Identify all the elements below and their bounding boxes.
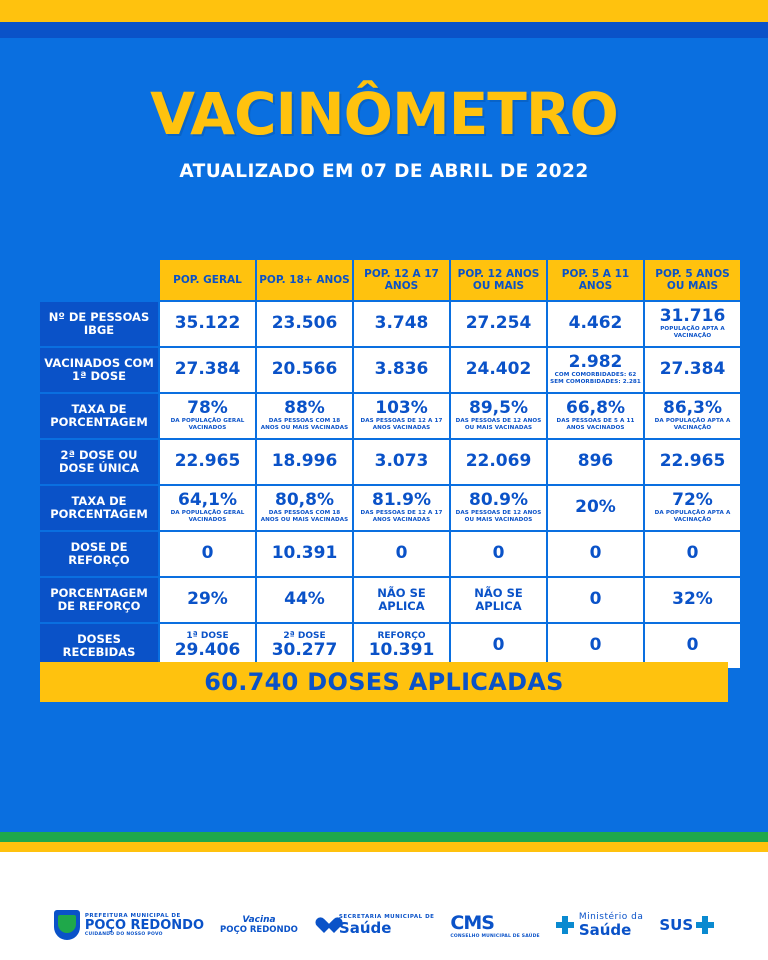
- cell-value: 0: [686, 543, 699, 564]
- table-cell: [451, 440, 546, 484]
- cell-value: 0: [589, 543, 602, 564]
- heart-icon: [314, 916, 334, 934]
- logo-prefeitura-line2: POÇO REDONDO: [84, 918, 204, 934]
- table-header-row: [40, 260, 740, 300]
- logo-prefeitura-line3: CUIDANDO DO NOSSO POVO: [84, 932, 163, 938]
- coat-of-arms-icon: [54, 910, 80, 940]
- yellow-band: [0, 842, 768, 852]
- cell-prefix: 1ª DOSE: [186, 631, 229, 642]
- footer-logos: [0, 910, 768, 940]
- table-cell: [451, 394, 546, 438]
- cell-value: 0: [201, 543, 214, 564]
- logo-prefeitura-line1: PREFEITURA MUNICIPAL DE: [84, 912, 181, 919]
- cell-value: 0: [395, 543, 408, 564]
- row-header: TAXA DE PORCENTAGEM: [40, 486, 158, 530]
- cell-value: 0: [589, 589, 602, 610]
- logo-secretaria-line1: SECRETARIA MUNICIPAL DE: [338, 914, 435, 921]
- table-cell: [160, 302, 255, 346]
- cell-value: 66,8%: [566, 397, 625, 418]
- table-cell: [160, 348, 255, 392]
- cell-value: 3.836: [374, 359, 429, 380]
- table-cell: [257, 532, 352, 576]
- logo-vacina-line1: Vacina: [242, 915, 276, 925]
- cell-value: 31.716: [659, 305, 726, 326]
- cell-value: 10.391: [368, 640, 435, 661]
- logo-cms: [450, 912, 539, 939]
- logo-secretaria-line2: Saúde: [338, 918, 392, 937]
- cell-note: DA POPULAÇÃO APTA A VACINAÇÃO: [654, 510, 731, 524]
- table-cell: [160, 394, 255, 438]
- vaccination-table: [38, 258, 742, 670]
- table-cell: [645, 394, 740, 438]
- cell-value: 80,8%: [275, 489, 334, 510]
- vaccination-table-container: [38, 258, 730, 670]
- page-title: VACINÔMETRO: [150, 80, 618, 148]
- cell-value: 27.254: [465, 313, 532, 334]
- cell-value: 27.384: [659, 359, 726, 380]
- logo-vacina-line2: POÇO REDONDO: [220, 925, 298, 935]
- row-header: PORCENTAGEM DE REFORÇO: [40, 578, 158, 622]
- cell-value: 88%: [284, 397, 325, 418]
- table-cell: [257, 486, 352, 530]
- cell-value: 18.996: [271, 451, 338, 472]
- table-cell: [548, 348, 643, 392]
- table-header: [40, 260, 740, 300]
- table-cell: [354, 578, 449, 622]
- cell-value: 32%: [672, 589, 713, 610]
- row-header: VACINADOS COM 1ª DOSE: [40, 348, 158, 392]
- footer-background: [0, 852, 768, 960]
- logo-cms-line2: CONSELHO MUNICIPAL DE SAÚDE: [450, 933, 540, 939]
- table-cell: [354, 486, 449, 530]
- cell-value: 896: [577, 451, 614, 472]
- cell-value: 0: [492, 543, 505, 564]
- table-cell: [451, 532, 546, 576]
- top-yellow-band: [0, 0, 768, 22]
- table-cell: [160, 486, 255, 530]
- cell-note: DA POPULAÇÃO GERAL VACINADOS: [170, 510, 245, 524]
- row-header: Nº DE PESSOAS IBGE: [40, 302, 158, 346]
- table-cell: [451, 302, 546, 346]
- logo-cms-line1: CMS: [450, 911, 494, 934]
- cell-value: 29.406: [174, 640, 241, 661]
- table-body: [40, 302, 740, 668]
- table-cell: [257, 394, 352, 438]
- cell-value: 64,1%: [178, 489, 237, 510]
- logo-vacina-poco-redondo: [220, 915, 298, 935]
- table-row: [40, 578, 740, 622]
- logo-sus-text: SUS: [659, 916, 694, 934]
- table-cell: [548, 486, 643, 530]
- cell-value: NÃO SE APLICA: [377, 585, 426, 613]
- cell-value: 22.069: [465, 451, 532, 472]
- column-header-pop-12a17: POP. 12 A 17 ANOS: [354, 260, 449, 300]
- top-blue-band: [0, 22, 768, 38]
- table-cell: [257, 578, 352, 622]
- table-cell: [645, 578, 740, 622]
- table-cell: [645, 486, 740, 530]
- cell-value: 30.277: [271, 640, 338, 661]
- cell-value: NÃO SE APLICA: [474, 585, 523, 613]
- logo-secretaria-municipal-saude: [314, 914, 434, 936]
- cell-note: DA POPULAÇÃO GERAL VACINADOS: [170, 418, 245, 432]
- row-header: DOSES RECEBIDAS: [40, 624, 158, 668]
- cell-value: 24.402: [465, 359, 532, 380]
- logo-sus: [659, 916, 714, 934]
- page-subtitle: ATUALIZADO EM 07 DE ABRIL DE 2022: [179, 161, 589, 182]
- cell-value: 2.982: [568, 351, 623, 372]
- table-cell: [257, 440, 352, 484]
- cell-note: COM COMORBIDADES: 62 SEM COMORBIDADES: 2.281: [550, 372, 641, 386]
- table-cell: [354, 532, 449, 576]
- row-header: 2ª DOSE OU DOSE ÚNICA: [40, 440, 158, 484]
- cell-value: 20%: [575, 497, 616, 518]
- cell-value: 4.462: [568, 313, 623, 334]
- table-cell: [548, 440, 643, 484]
- table-cell: [451, 486, 546, 530]
- cell-value: 103%: [375, 397, 428, 418]
- logo-ministerio-line1: Ministério da: [578, 912, 644, 923]
- cell-note: DA POPULAÇÃO APTA A VACINAÇÃO: [654, 418, 731, 432]
- cell-value: 0: [492, 635, 505, 656]
- table-row: [40, 302, 740, 346]
- cell-value: 22.965: [659, 451, 726, 472]
- table-cell: [354, 394, 449, 438]
- table-cell: [548, 394, 643, 438]
- cell-note: DAS PESSOAS COM 18 ANOS OU MAIS VACINADAS: [260, 510, 349, 524]
- table-cell: [645, 440, 740, 484]
- table-cell: [160, 532, 255, 576]
- table-row: [40, 440, 740, 484]
- cell-note: DAS PESSOAS DE 12 A 17 ANOS VACINADAS: [360, 510, 443, 524]
- cell-note: DAS PESSOAS COM 18 ANOS OU MAIS VACINADAS: [260, 418, 349, 432]
- table-cell: [548, 302, 643, 346]
- column-header-pop-5a11: POP. 5 A 11 ANOS: [548, 260, 643, 300]
- table-cell: [257, 302, 352, 346]
- cell-value: 81.9%: [372, 489, 431, 510]
- logo-prefeitura-poco-redondo: [54, 910, 204, 940]
- green-band: [0, 832, 768, 842]
- table-cell: [160, 440, 255, 484]
- table-row: [40, 394, 740, 438]
- column-header-pop-12mais: POP. 12 ANOS OU MAIS: [451, 260, 546, 300]
- cell-value: 80.9%: [469, 489, 528, 510]
- plus-cross-icon: [556, 916, 574, 934]
- table-cell: [645, 348, 740, 392]
- cell-note: DAS PESSOAS DE 12 ANOS OU MAIS VACINADAS: [455, 418, 542, 432]
- column-header-pop-18mais: POP. 18+ ANOS: [257, 260, 352, 300]
- table-row: [40, 486, 740, 530]
- table-cell: [354, 302, 449, 346]
- table-cell: [354, 440, 449, 484]
- logo-ministerio-line2: Saúde: [578, 920, 632, 939]
- table-cell: [548, 578, 643, 622]
- cell-value: 89,5%: [469, 397, 528, 418]
- logo-ministerio-da-saude: [556, 912, 644, 938]
- table-cell: [645, 302, 740, 346]
- cell-value: 3.073: [374, 451, 429, 472]
- cell-value: 78%: [187, 397, 228, 418]
- table-cell: [257, 348, 352, 392]
- cell-note: DAS PESSOAS DE 12 A 17 ANOS VACINADAS: [360, 418, 443, 432]
- cell-value: 10.391: [271, 543, 338, 564]
- table-cell: [160, 578, 255, 622]
- cell-value: 29%: [187, 589, 228, 610]
- table-corner-cell: [40, 260, 158, 300]
- cell-value: 35.122: [174, 313, 241, 334]
- cell-prefix: REFORÇO: [377, 631, 426, 642]
- cell-value: 72%: [672, 489, 713, 510]
- table-cell: [645, 532, 740, 576]
- cell-note: DAS PESSOAS DE 5 A 11 ANOS VACINADOS: [556, 418, 635, 432]
- cell-value: 20.566: [271, 359, 338, 380]
- cell-value: 0: [686, 635, 699, 656]
- table-cell: [451, 578, 546, 622]
- table-row: [40, 532, 740, 576]
- poster-header: [0, 80, 768, 182]
- total-doses-banner: 60.740 DOSES APLICADAS: [40, 662, 728, 702]
- cell-note: DAS PESSOAS DE 12 ANOS OU MAIS VACINADOS: [455, 510, 542, 524]
- row-header: DOSE DE REFORÇO: [40, 532, 158, 576]
- cell-value: 44%: [284, 589, 325, 610]
- sus-cross-icon: [696, 916, 714, 934]
- cell-value: 27.384: [174, 359, 241, 380]
- cell-note: POPULAÇÃO APTA A VACINAÇÃO: [660, 326, 725, 340]
- table-cell: [451, 348, 546, 392]
- table-cell: [354, 348, 449, 392]
- column-header-pop-geral: POP. GERAL: [160, 260, 255, 300]
- table-row: [40, 348, 740, 392]
- cell-value: 86,3%: [663, 397, 722, 418]
- row-header: TAXA DE PORCENTAGEM: [40, 394, 158, 438]
- cell-value: 23.506: [271, 313, 338, 334]
- cell-prefix: 2ª DOSE: [283, 631, 326, 642]
- cell-value: 22.965: [174, 451, 241, 472]
- cell-value: 3.748: [374, 313, 429, 334]
- table-cell: [548, 532, 643, 576]
- cell-value: 0: [589, 635, 602, 656]
- column-header-pop-5mais: POP. 5 ANOS OU MAIS: [645, 260, 740, 300]
